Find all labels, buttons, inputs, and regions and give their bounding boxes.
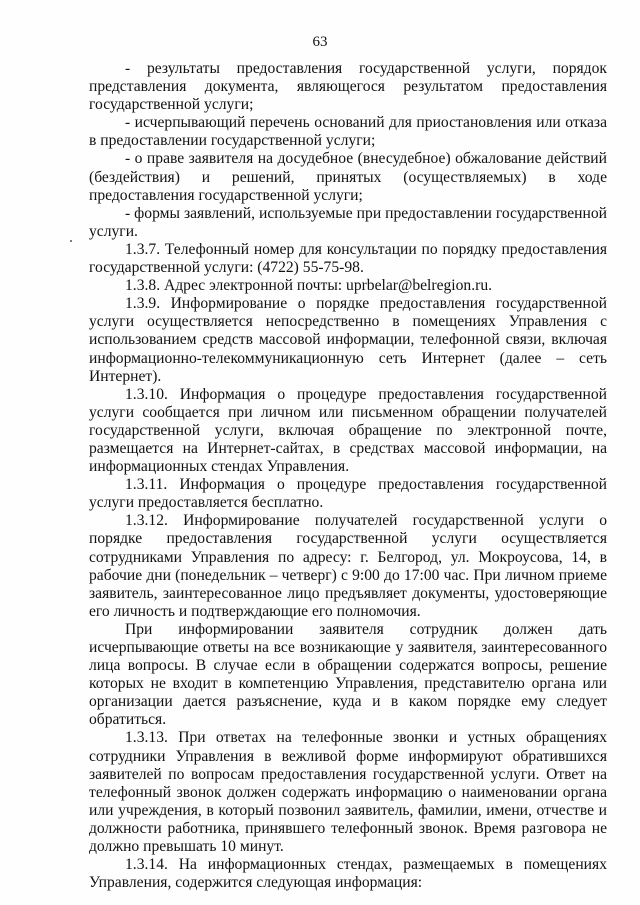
paragraph-1-3-9: 1.3.9. Информирование о порядке предоставления государственной услуги осуществляется непосредственно в помещениях Управления с использованием средств массовой информации, телефонной связи, включая информационно-телекоммуникационную сеть Интернет (далее – сеть Интернет). [89,295,607,385]
list-item-application-forms: - формы заявлений, используемые при предоставлении государственной услуги. [89,204,607,240]
paragraph-1-3-7: 1.3.7. Телефонный номер для консультации по порядку предоставления государственной услуги: (4722) 55-75-98. [89,240,607,277]
paragraph-1-3-11: 1.3.11. Информация о процедуре предоставления государственной услуги предоставляется бесплатно. [89,476,607,512]
list-item-grounds: - исчерпывающий перечень оснований для приостановления или отказа в предоставлении государственной услуги; [89,114,607,150]
document-body [89,60,607,892]
paragraph-informing: При информировании заявителя сотрудник должен дать исчерпывающие ответы на все возникающие у заявителя, заинтересованного лица вопросы. В случае если в обращении содержатся вопросы, решение которых не входит в компетенцию Управления, представителю органа или организации дается разъяснение, куда и в каком порядке ему следует обратиться. [89,620,607,729]
paragraph-1-3-10: 1.3.10. Информация о процедуре предоставления государственной услуги сообщается при личном или письменном обращении получателей государственной услуги, включая обращение по электронной почте, размещается на Интернет-сайтах, в средствах массовой информации, на информационных стендах Управления. [89,385,607,476]
list-item-results: - результаты предоставления государственной услуги, порядок представления документа, являющегося результатом предоставления государственной услуги; [89,60,607,114]
page-number: 63 [312,34,328,50]
paragraph-1-3-14: 1.3.14. На информационных стендах, размещаемых в помещениях Управления, содержится следующая информация: [89,856,607,892]
paragraph-1-3-8: 1.3.8. Адрес электронной почты: uprbelar@belregion.ru. [125,277,493,295]
paragraph-1-3-12: 1.3.12. Информирование получателей государственной услуги о порядке предоставления государственной услуги осуществляется сотрудниками Управления по адресу: г. Белгород, ул. Мокроусова, 14, в рабочие дни (понедельник – четверг) с 9:00 до 17:00 час. При личном приеме заявитель, заинтересованное лицо предъявляет документы, удостоверяющие его личность и подтверждающие его полномочия. [89,512,607,620]
margin-dot [70,240,72,242]
paragraph-1-3-13: 1.3.13. При ответах на телефонные звонки и устных обращениях сотрудники Управления в вежливой форме информируют обратившихся заявителей по вопросам предоставления государственной услуги. Ответ на телефонный звонок должен содержать информацию о наименовании органа или учреждения, в который позвонил заявитель, фамилии, имени, отчестве и должности работника, принявшего телефонный звонок. Время разговора не должно превышать 10 минут. [89,729,607,856]
list-item-appeal-rights: - о праве заявителя на досудебное (внесудебное) обжалование действий (бездействия) и решений, принятых (осуществляемых) в ходе предоставления государственной услуги; [89,150,607,204]
